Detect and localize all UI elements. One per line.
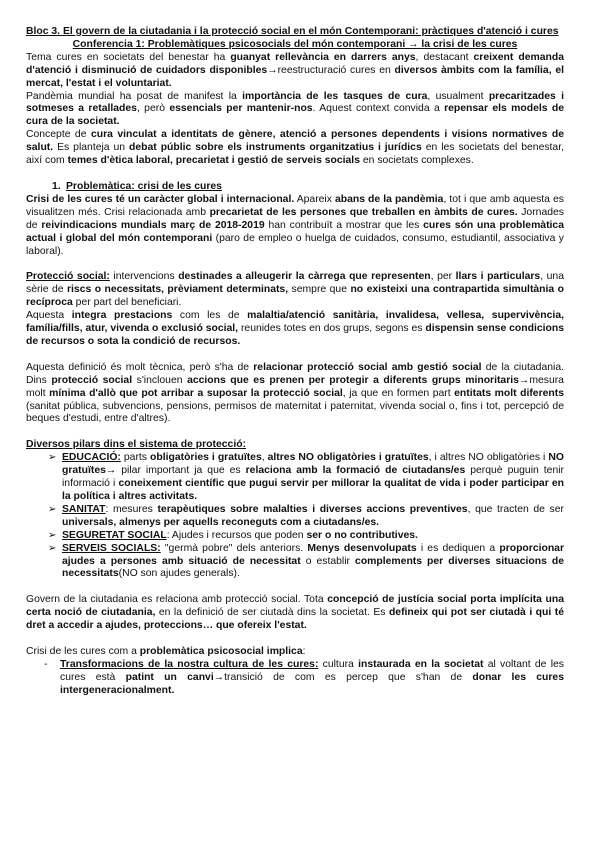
text-run-bold: abans de la pandèmia [334, 193, 444, 205]
crisi-paragraph [26, 646, 564, 659]
spacer [26, 633, 564, 646]
item-term: SANITAT [62, 503, 106, 515]
text-run: →reestructuració cures en [267, 64, 395, 76]
text-run: , destacant [415, 51, 474, 63]
proteccio-paragraph-1 [26, 271, 564, 310]
text-run: per part del beneficiari. [72, 297, 182, 309]
intro-paragraph-3 [26, 129, 564, 168]
text-run: Aquesta [26, 310, 72, 322]
spacer [26, 349, 564, 362]
text-run: han contribuït a mostrar que les [264, 219, 424, 231]
proteccio-paragraph-2 [26, 310, 564, 349]
govern-paragraph [26, 594, 564, 633]
section-number: 1. [52, 180, 61, 192]
text-run-bold: reivindicacions mundials març de 2018-2019 [41, 219, 265, 231]
text-run: en societats complexes. [359, 155, 474, 167]
pilars-heading [26, 439, 564, 452]
text-run: al voltant de les cures està [60, 658, 564, 683]
text-run-bold: Menys desenvolupats [307, 542, 417, 554]
text-run-bold: obligatòries i gratuïtes [150, 452, 262, 464]
text-run-bold: defineix qui pot ser ciutadà i qui té dret a accedir a ajudes, proteccions… que ofereix l'estat. [26, 607, 564, 632]
text-run: Es planteja un [53, 142, 130, 154]
text-run-bold: importància de les tasques de cura [242, 90, 428, 102]
text-run-bold: no existeixi una contrapartida simultània o recíproca [26, 284, 564, 309]
text-run-bold: malaltia/atenció sanitària, invalidesa, vellesa, supervivència, família/fills, atur, vivenda o exclusió social, [26, 310, 564, 335]
list-item-seguretat-social [48, 530, 564, 543]
text-run: com les de [172, 310, 248, 322]
text-run: "germà pobre" dels anteriors. [160, 542, 308, 554]
term-heading: Protecció social: [26, 271, 110, 283]
text-run-bold: terapèutiques sobre malalties i diverses accions preventives [157, 503, 468, 515]
document-title: Bloc 3. El govern de la ciutadania i la protecció social en el món Contemporani: pràctiques d'atenció i cures [26, 26, 559, 37]
text-run: Crisi de les cures com a [26, 646, 140, 658]
text-run: Apareix [294, 193, 335, 205]
text-run-bold: proporcionar ajudes a persones amb situació de necessitat [62, 542, 565, 567]
list-item-educacio [48, 452, 564, 504]
text-run-bold: Crisi de les cures té un caràcter global i internacional. [26, 193, 295, 205]
text-run: : [302, 646, 306, 658]
text-run: Tema cures en societats del benestar ha [26, 51, 231, 63]
text-run-bold: cures són una problemàtica actual i global del món contemporani [26, 219, 564, 244]
text-run: s'inclouen [132, 374, 188, 386]
item-term: Transformacions de la nostra cultura de les cures: [60, 658, 319, 670]
text-run-bold: problemàtica psicosocial implica [139, 646, 303, 658]
text-run: (NO son ajudes generals). [118, 568, 240, 580]
text-run-bold: relaciona amb la formació de ciutadans/es [245, 465, 466, 477]
text-run-bold: guanyat rellevància en darrers anys [230, 51, 416, 63]
text-run: cultura [318, 658, 359, 670]
text-run: (paro de empleo o huelga de cuidados, consumo, estudiantil, associativa y laboral). [26, 232, 564, 257]
text-run-bold: instaurada en la societat [358, 658, 484, 670]
text-run: → pilar important ja que es [105, 465, 246, 477]
crisi-list [26, 659, 564, 698]
text-run-bold: concepció de justícia social porta implícita una certa noció de ciutadania, [26, 594, 564, 619]
section-1-paragraph [26, 194, 564, 259]
list-item-transformacions [44, 659, 564, 698]
text-run: , una sèrie de [26, 271, 564, 296]
text-run: →mesura molt [26, 374, 564, 399]
intro-paragraph-2 [26, 91, 564, 130]
text-run: Concepte de [26, 129, 91, 141]
spacer [26, 168, 564, 181]
text-run: , per [430, 271, 456, 283]
text-run-bold: riscs o necessitats, prèviament determinats, [66, 284, 289, 296]
text-run-bold: accions que es prenen per protegir a diferents grups minoritaris [187, 374, 519, 386]
text-run-bold: cura vinculat a identitats de gènere, atenció a persones dependents i visions normatives de salut. [26, 129, 565, 154]
section-heading-text: Problemàtica: crisi de les cures [66, 180, 222, 192]
text-run: : mesures [105, 503, 158, 515]
text-run: →transició de com es percep que s'han de [213, 671, 473, 683]
list-item-serveis-socials [48, 543, 564, 582]
text-run: i es dediquen a [416, 542, 500, 554]
text-run-bold: entitats molt diferents [454, 387, 564, 399]
arrow-bullet-icon: ➢ [48, 529, 57, 541]
text-run-bold: altres NO obligatòries i gratuïtes [267, 452, 429, 464]
item-term: SERVEIS SOCIALS: [62, 542, 161, 554]
title-block [26, 26, 564, 52]
text-run: , ja que en formen part [342, 387, 455, 399]
proteccio-paragraph-3 [26, 362, 564, 427]
text-run: reunides totes en dos grups, segons es [238, 323, 426, 335]
text-run: . Aquest context convida a [312, 103, 445, 115]
text-run-bold: relacionar protecció social amb gestió social [253, 361, 482, 373]
text-run-bold: diversos àmbits com la família, el mercat, l'estat i el voluntariat. [26, 64, 564, 89]
arrow-bullet-icon: ➢ [48, 452, 57, 464]
pilars-heading-text: Diversos pilars dins el sistema de protecció: [26, 439, 247, 451]
text-run-bold: precaritzades i sotmeses a retallades [26, 90, 565, 115]
text-run: , tot i que amb aquesta es visualitzen més. Crisi relacionada amb [26, 193, 564, 218]
item-term: SEGURETAT SOCIAL [62, 529, 167, 541]
text-run-bold: ser o no contributives. [306, 529, 418, 541]
text-run: , i altres NO obligatòries i [428, 452, 549, 464]
text-run: (sanitat pública, subvencions, pensions, permisos de maternitat i paternitat, vivenda social o, fins i tot, percepció de beques d'estudi, entre d'altres). [26, 400, 564, 425]
spacer [26, 426, 564, 439]
text-run-bold: precarietat de les persones que treballen en àmbits de cures. [209, 206, 518, 218]
text-run: : Ajudes i recursos que poden [166, 529, 307, 541]
text-run: , usualment [427, 90, 489, 102]
text-run-bold: dispensin sense condicions de recursos o sota la condició de recursos. [26, 323, 564, 347]
text-run: en la definició de ser ciutadà dins la societat. Es [155, 607, 389, 619]
text-run-bold: temes d'ètica laboral, precarietat i gestió de serveis socials [67, 155, 360, 167]
text-run-bold: llars i particulars [455, 271, 541, 283]
pilars-list [26, 452, 564, 581]
text-run: intervencions [109, 271, 179, 283]
text-run-bold: patint un canvi [125, 671, 214, 683]
text-run: , que tracten de ser [467, 503, 564, 515]
list-item-sanitat [48, 504, 564, 530]
text-run: , [261, 452, 268, 464]
text-run-bold: essencials per mantenir-nos [169, 103, 313, 115]
text-run-bold: integra prestacions [71, 310, 173, 322]
arrow-bullet-icon: ➢ [48, 503, 57, 515]
dash-bullet-icon: - [44, 658, 48, 670]
text-run: Govern de la ciutadania es relaciona amb protecció social. Tota [26, 594, 328, 606]
text-run: perquè puguin tenir informació i [62, 465, 564, 490]
text-run-bold: universals, almenys per aquells reconeguts com a ciutadans/es. [62, 516, 380, 528]
intro-paragraph-1 [26, 52, 564, 91]
text-run-bold: debat públic sobre els instruments organitzatius i jurídics [129, 142, 422, 154]
text-run: o establir [300, 555, 356, 567]
text-run: sempre que [288, 284, 351, 296]
text-run: , però [136, 103, 170, 115]
text-run: de la ciutadania. Dins [26, 361, 564, 386]
text-run-bold: mínima d'allò que pot arribar a suposar la protecció social [49, 387, 343, 399]
spacer [26, 581, 564, 594]
conference-title: Conferencia 1: Problemàtiques psicosocials del món contemporani → la crisi de les cures [72, 38, 518, 50]
item-term: EDUCACIÓ: [62, 452, 121, 464]
text-run-bold: creixent demanda d'atenció i disminució de cuidadors disponibles [26, 51, 564, 76]
text-run: en les societats del benestar, així com [26, 142, 564, 167]
section-1-heading [26, 181, 564, 194]
text-run: parts [120, 452, 151, 464]
spacer [26, 258, 564, 271]
text-run-bold: repensar els models de cura de la societat. [26, 103, 564, 128]
text-run-bold: complements per diverses situacions de necessitats [62, 555, 565, 580]
text-run-bold: donar les cures intergeneracionalment. [60, 671, 564, 696]
text-run: Jornades de [26, 206, 564, 231]
text-run-bold: destinades a alleugerir la càrrega que representen [178, 271, 431, 283]
text-run-bold: coneixement científic que pugui servir per millorar la qualitat de vida i poder participar en la política i altres activitats. [62, 478, 564, 502]
text-run: Aquesta definició és molt tècnica, però s'ha de [26, 361, 254, 373]
arrow-bullet-icon: ➢ [48, 542, 57, 554]
text-run-bold: NO gratuïtes [62, 452, 564, 477]
text-run: Pandèmia mundial ha posat de manifest la [26, 90, 243, 102]
text-run-bold: protecció social [51, 374, 133, 386]
